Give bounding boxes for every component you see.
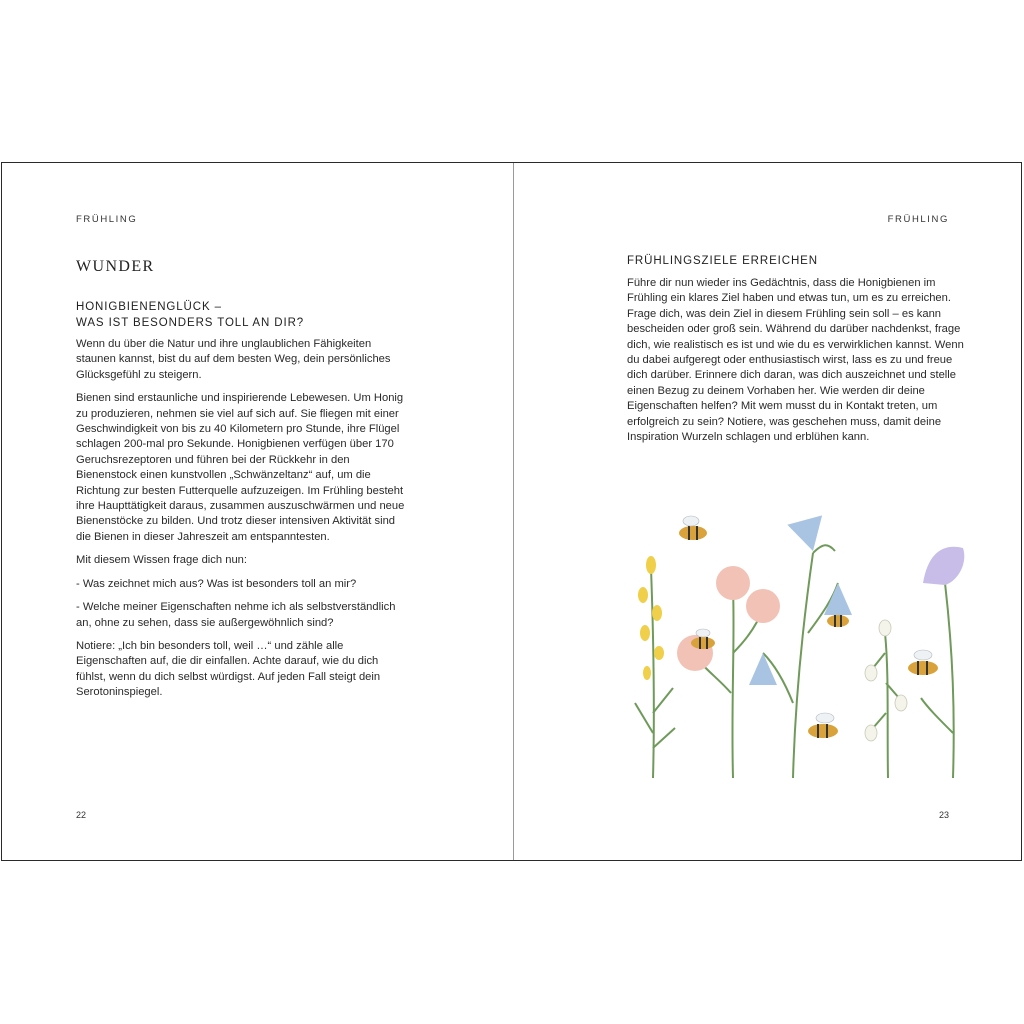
page-number: 23: [938, 810, 949, 820]
lilac-blossom: [923, 547, 964, 585]
paragraph: Notiere: „Ich bin besonders toll, weil …“ und zähle alle Eigenschaften auf, die dir einfallen. Achte darauf, wie du dich fühlst, wenn du dich selbst würdigst. Auf jeden Fall steigt dein Serotoninspiegel.: [76, 639, 381, 699]
paragraph: Wenn du über die Natur und ihre unglaublichen Fähigkeiten staunen kannst, bist du auf dem besten Weg, dein persönliches Glücksgefühl zu steigern.: [76, 338, 391, 381]
body-text: [627, 276, 967, 445]
flowers-and-bees-illustration: [623, 503, 973, 783]
running-header: FRÜHLING: [887, 214, 949, 225]
subtitle-line: WAS IST BESONDERS TOLL AN DIR?: [76, 317, 305, 329]
bee-icon: [679, 516, 707, 540]
left-page: [2, 163, 513, 860]
subtitle-line: HONIGBIENENGLÜCK –: [76, 301, 222, 313]
bee-icon: [908, 650, 938, 675]
running-header: FRÜHLING: [76, 214, 138, 225]
bee-icon: [808, 713, 838, 738]
paragraph: Führe dir nun wieder ins Gedächtnis, dass die Honigbienen im Frühling ein klares Ziel haben und etwas tun, um es zu erreichen. Frage dich, was dein Ziel in diesem Frühling sein soll – es kann bescheiden oder groß sein. Während du darüber nachdenkst, frage dich, wie realistisch es ist und wie du es verwirklichen kannst. Wenn du dabei aufgeregt oder enthusiastisch wirst, lass es zu und freue dich darüber. Erinnere dich daran, was dich auszeichnet und stelle einen Bezug zu deinem Vorhaben her. Wie werden dir deine Eigenschaften helfen? Mit wem musst du in Kontakt treten, um erfolgreich zu sein? Notiere, was geschehen muss, damit deine Inspiration Wurzeln schlagen und erblühen kann.: [627, 277, 964, 444]
book-spread: [1, 162, 1022, 861]
bee-icon: [691, 629, 715, 649]
right-page: [513, 163, 1021, 860]
paragraph: - Welche meiner Eigenschaften nehme ich als selbstverständlich an, ohne zu sehen, dass sie außergewöhnlich sind?: [76, 601, 396, 629]
lilac-flower-stem: [921, 583, 954, 778]
section-subtitle: [76, 299, 406, 331]
paragraph: Bienen sind erstaunliche und inspirierende Lebewesen. Um Honig zu produzieren, nehmen sie viel auf sich auf. Sie fliegen mit einer Geschwindigkeit von bis zu 40 Kilometern pro Stunde, ihre Flügel schlagen 200-mal pro Sekunde. Honigbienen verfügen über 170 Geruchsrezeptoren und führen bei der Rückkehr in den Bienenstock einen kunstvollen „Schwänzeltanz“ auf, um die Richtung zur besten Futterquelle aufzuzeigen. Im Frühling besteht ihre Haupttätigkeit daraus, zusammen auszuschwärmen und neue Bienenstöcke zu bilden. Und trotz dieser intensiven Aktivität sind die Bienen in dieser Jahreszeit am entspanntesten.: [76, 392, 405, 543]
page-title: WUNDER: [76, 258, 155, 275]
body-text: [76, 337, 411, 709]
bee-icon: [827, 615, 849, 627]
section-heading: FRÜHLINGSZIELE ERREICHEN: [627, 255, 818, 267]
bluebell-stems: [763, 545, 838, 778]
page-number: 22: [76, 810, 87, 820]
paragraph: - Was zeichnet mich aus? Was ist besonders toll an mir?: [76, 577, 357, 590]
paragraph: Mit diesem Wissen frage dich nun:: [76, 554, 247, 567]
